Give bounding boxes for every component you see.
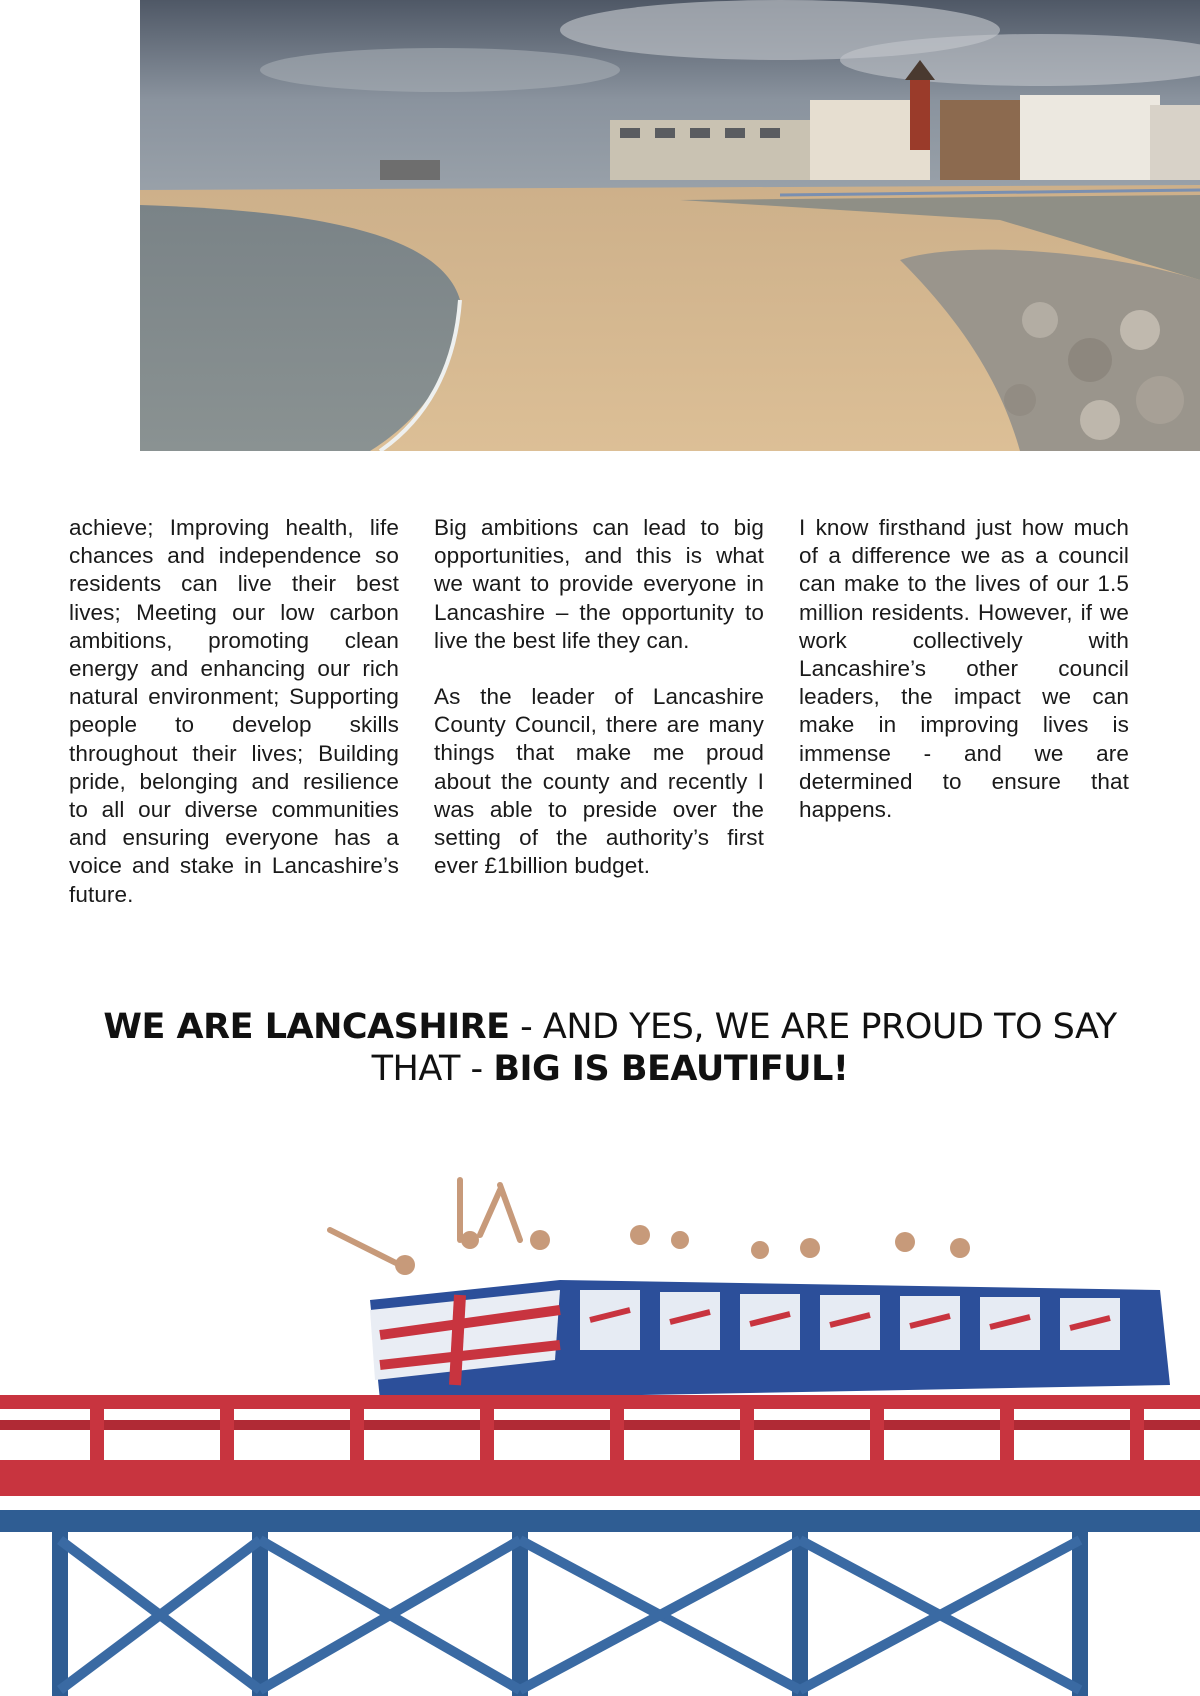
headline-bold-end: BIG IS BEAUTIFUL!	[493, 1049, 849, 1089]
headline-bold-start: WE ARE LANCASHIRE	[103, 1007, 510, 1047]
column-1	[69, 514, 399, 937]
paragraph: achieve; Improving health, life chances and independence so residents can live their best lives; Meeting our low carbon ambitions, promoting clean energy and enhancing our rich natural environment; Supporting people to develop skills throughout their lives; Building pride, belonging and resilience to all our diverse communities and ensuring everyone has a voice and stake in Lancashire’s future.	[69, 515, 399, 907]
paragraph: As the leader of Lancashire County Council, there are many things that make me proud about the county and recently I was able to preside over the setting of the authority’s first ever £1billion budget.	[434, 684, 764, 879]
column-2	[434, 514, 764, 937]
body-columns	[69, 514, 1131, 937]
beach-photo	[140, 0, 1200, 451]
headline-middle: - AND YES, WE ARE PROUD TO SAY THAT -	[371, 1007, 1117, 1089]
paragraph: Big ambitions can lead to big opportunities, and this is what we want to provide everyone in Lancashire – the opportunity to live the best life they can.	[434, 515, 764, 653]
column-3	[799, 514, 1129, 937]
coaster-photo	[0, 1170, 1200, 1696]
headline	[60, 1006, 1160, 1090]
paragraph: I know firsthand just how much of a difference we as a council can make to the lives of our 1.5 million residents. However, if we work collectively with Lancashire’s other council leaders, the impact we can make in improving lives is immense - and we are determined to ensure that happens.	[799, 515, 1129, 823]
